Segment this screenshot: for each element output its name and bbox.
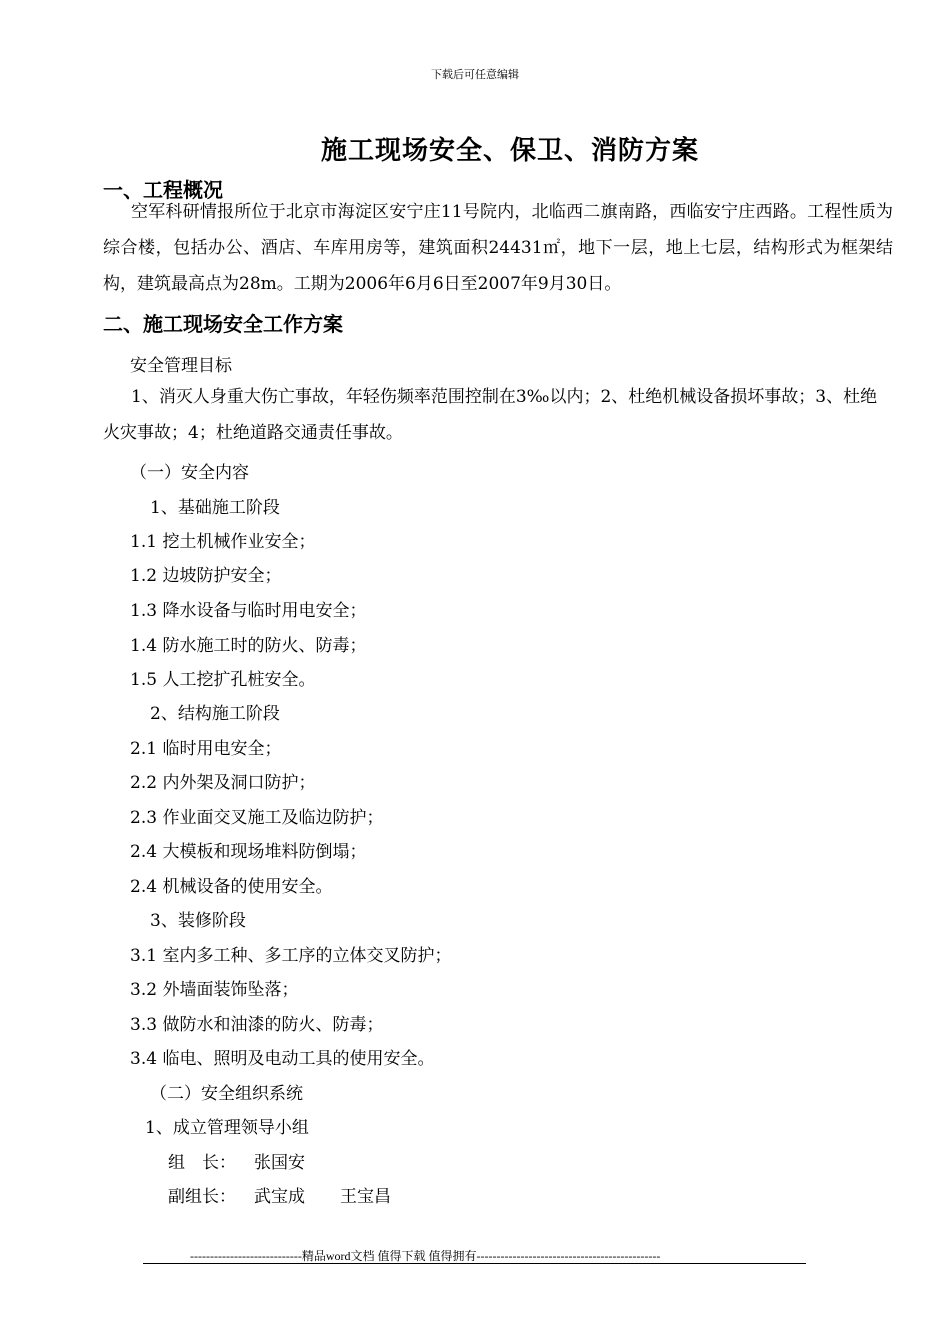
deputy-name: 武宝成 [254,1187,305,1207]
list-item: 3.4 临电、照明及电动工具的使用安全。 [130,1049,435,1069]
page-title: 施工现场安全、保卫、消防方案 [320,136,699,166]
list-item: 2.2 内外架及洞口防护； [130,773,316,793]
header-note: 下载后可任意编辑 [431,68,519,81]
subsection-org-system: （二）安全组织系统 [150,1084,303,1104]
list-item: 2.4 机械设备的使用安全。 [130,877,333,897]
footer-note: ----------------------------精品word文档 值得下载 值得拥有---------------------------------------------- [190,1249,661,1263]
subsection-safety-content: （一）安全内容 [130,463,249,483]
deputy-name: 王宝昌 [340,1187,391,1207]
leader-name: 张国安 [254,1153,305,1173]
list-item: 2.3 作业面交叉施工及临边防护； [130,808,384,828]
list-item: 2.1 临时用电安全； [130,739,282,759]
section1-paragraph: 空军科研情报所位于北京市海淀区安宁庄11号院内，北临西二旗南路，西临安宁庄西路。工程性质为综合楼，包括办公、酒店、车库用房等，建筑面积24431㎡，地下一层，地上七层，结构形式为框架结构，建筑最高点为28m。工期为2006年6月6日至2007年9月30日。 [103,202,893,294]
list-item: 1.2 边坡防护安全； [130,566,282,586]
list-item: 1.3 降水设备与临时用电安全； [130,601,367,621]
stage-decoration: 3、装修阶段 [150,911,246,931]
list-item: 3.3 做防水和油漆的防火、防毒； [130,1015,384,1035]
leader-label: 组 长： [168,1153,236,1173]
safety-goal-label: 安全管理目标 [130,356,232,376]
section2-heading: 二、施工现场安全工作方案 [103,312,343,336]
list-item: 2.4 大模板和现场堆料防倒塌； [130,842,367,862]
list-item: 1.4 防水施工时的防火、防毒； [130,636,367,656]
section1-heading: 一、工程概况 [103,178,223,202]
footer-rule [143,1263,806,1264]
safety-goal-text: 1、消灭人身重大伤亡事故，年轻伤频率范围控制在3‰以内；2、杜绝机械设备损坏事故；3、杜绝火灾事故；4；杜绝道路交通责任事故。 [103,387,878,443]
list-item: 3.2 外墙面装饰坠落； [130,980,299,1000]
list-item: 3.1 室内多工种、多工序的立体交叉防护； [130,946,452,966]
list-item: 1.5 人工挖扩孔桩安全。 [130,670,316,690]
list-item: 1.1 挖土机械作业安全； [130,532,316,552]
org-item: 1、成立管理领导小组 [145,1118,309,1138]
stage-structure: 2、结构施工阶段 [150,704,280,724]
stage-foundation: 1、基础施工阶段 [150,498,280,518]
deputy-label: 副组长： [168,1187,236,1207]
